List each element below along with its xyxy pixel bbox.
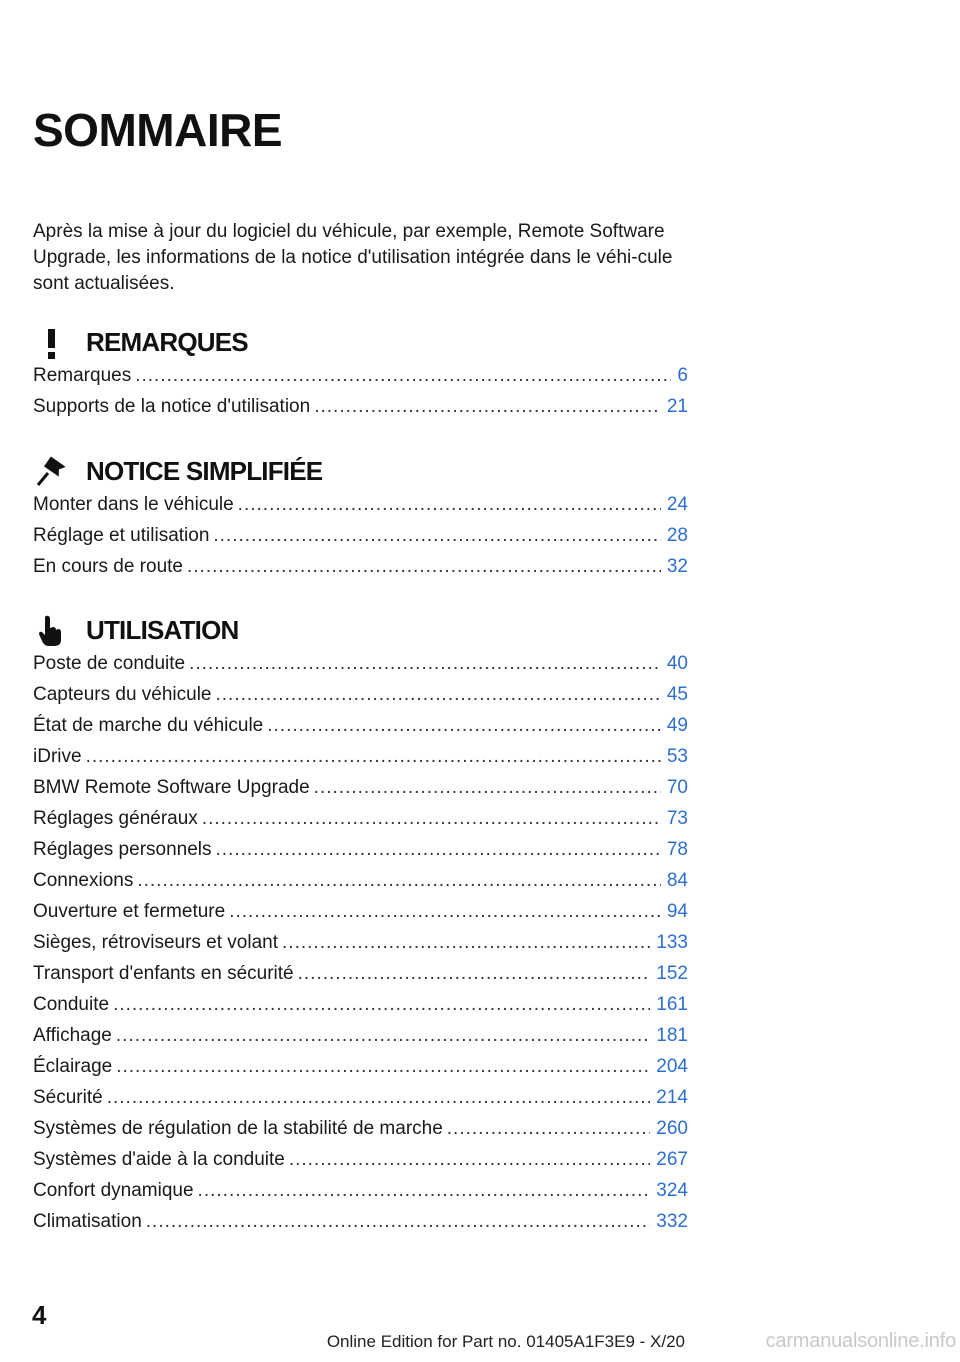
toc-entry-page-link[interactable]: 161 <box>656 994 688 1015</box>
toc-entry-page-link[interactable]: 28 <box>666 525 688 546</box>
toc-entry[interactable] <box>33 963 688 994</box>
toc-dot-leader <box>282 932 650 954</box>
toc-entry-label: Éclairage <box>33 1056 113 1077</box>
toc-entry[interactable] <box>33 1149 688 1180</box>
toc-entry[interactable] <box>33 396 688 427</box>
toc-entry-label: Affichage <box>33 1025 112 1046</box>
section-title: UTILISATION <box>86 615 239 645</box>
toc-entry[interactable] <box>33 1087 688 1118</box>
toc-dot-leader <box>314 396 661 418</box>
toc-entry[interactable] <box>33 932 688 963</box>
toc-entry[interactable] <box>33 365 688 396</box>
toc-entry-page-link[interactable]: 70 <box>666 777 688 798</box>
pointing-hand-icon <box>33 613 69 649</box>
pin-icon <box>33 454 69 490</box>
toc-dot-leader <box>116 1025 650 1047</box>
toc-dot-leader <box>447 1118 651 1140</box>
toc-entry[interactable] <box>33 808 688 839</box>
toc-entry[interactable] <box>33 1056 688 1087</box>
toc-entry-label: Sécurité <box>33 1087 103 1108</box>
toc-entry-label: Systèmes de régulation de la stabilité de marche <box>33 1118 443 1139</box>
toc-entry-label: BMW Remote Software Upgrade <box>33 777 310 798</box>
toc-entry-page-link[interactable]: 78 <box>666 839 688 860</box>
toc-dot-leader <box>202 808 661 830</box>
toc-entry-page-link[interactable]: 73 <box>666 808 688 829</box>
toc-entry[interactable] <box>33 556 688 587</box>
toc-entry-page-link[interactable]: 260 <box>656 1118 688 1139</box>
toc-entry[interactable] <box>33 653 688 684</box>
toc-entry[interactable] <box>33 684 688 715</box>
toc-entry-page-link[interactable]: 152 <box>656 963 688 984</box>
toc-entry-page-link[interactable]: 332 <box>656 1211 688 1232</box>
toc-entry-label: Capteurs du véhicule <box>33 684 212 705</box>
exclamation-icon <box>33 325 69 361</box>
watermark: carmanualsonline.info <box>765 1330 956 1352</box>
toc-dot-leader <box>187 556 661 578</box>
toc-entry[interactable] <box>33 870 688 901</box>
toc-entry-label: Poste de conduite <box>33 653 186 674</box>
toc-dot-leader <box>229 901 661 923</box>
toc-entry-page-link[interactable]: 214 <box>656 1087 688 1108</box>
section-notice-simplifiee <box>33 454 688 587</box>
toc-entry-page-link[interactable]: 45 <box>666 684 688 705</box>
toc-dot-leader <box>216 839 661 861</box>
toc-entry[interactable] <box>33 777 688 808</box>
toc-entry-label: Réglages généraux <box>33 808 198 829</box>
toc-entry-label: Remarques <box>33 365 132 386</box>
toc-dot-leader <box>135 365 671 387</box>
section-header <box>33 454 688 494</box>
toc-entry-label: iDrive <box>33 746 82 767</box>
toc-entry-label: Connexions <box>33 870 134 891</box>
toc-entry[interactable] <box>33 901 688 932</box>
intro-paragraph: Après la mise à jour du logiciel du véhicule, par exemple, Remote Software Upgrade, les informations de la notice d'utilisation intégrée dans le véhi-cule sont actualisées. <box>33 221 673 294</box>
toc-entry-label: État de marche du véhicule <box>33 715 264 736</box>
toc-entry-page-link[interactable]: 84 <box>666 870 688 891</box>
toc-entry-page-link[interactable]: 24 <box>666 494 688 515</box>
toc-dot-leader <box>216 684 661 706</box>
toc-list <box>33 494 688 587</box>
toc-entry[interactable] <box>33 715 688 746</box>
page-number: 4 <box>32 1300 47 1330</box>
toc-entry[interactable] <box>33 994 688 1025</box>
toc-entry[interactable] <box>33 1180 688 1211</box>
toc-list <box>33 653 688 1242</box>
toc-dot-leader <box>137 870 661 892</box>
section-remarques <box>33 325 688 427</box>
toc-entry[interactable] <box>33 525 688 556</box>
section-title: NOTICE SIMPLIFIÉE <box>86 456 323 486</box>
toc-entry-page-link[interactable]: 267 <box>656 1149 688 1170</box>
toc-dot-leader <box>213 525 660 547</box>
toc-entry-page-link[interactable]: 94 <box>666 901 688 922</box>
toc-entry[interactable] <box>33 1025 688 1056</box>
toc-entry-page-link[interactable]: 324 <box>656 1180 688 1201</box>
toc-entry-label: Supports de la notice d'utilisation <box>33 396 311 417</box>
section-header <box>33 325 688 365</box>
toc-dot-leader <box>189 653 661 675</box>
toc-entry-label: Transport d'enfants en sécurité <box>33 963 294 984</box>
toc-entry-page-link[interactable]: 21 <box>666 396 688 417</box>
toc-entry[interactable] <box>33 839 688 870</box>
toc-dot-leader <box>267 715 661 737</box>
toc-entry-label: Réglages personnels <box>33 839 212 860</box>
toc-entry-page-link[interactable]: 32 <box>666 556 688 577</box>
toc-entry-label: Sièges, rétroviseurs et volant <box>33 932 279 953</box>
page-title: SOMMAIRE <box>33 104 282 156</box>
toc-dot-leader <box>116 1056 650 1078</box>
toc-entry-label: Conduite <box>33 994 110 1015</box>
toc-entry-label: Monter dans le véhicule <box>33 494 234 515</box>
toc-entry-page-link[interactable]: 204 <box>656 1056 688 1077</box>
toc-entry-label: Climatisation <box>33 1211 142 1232</box>
toc-dot-leader <box>298 963 651 985</box>
section-utilisation <box>33 613 688 1242</box>
edition-footer: Online Edition for Part no. 01405A1F3E9 - X/20 <box>326 1332 685 1351</box>
toc-dot-leader <box>198 1180 651 1202</box>
toc-entry-label: Réglage et utilisation <box>33 525 210 546</box>
toc-entry-page-link[interactable]: 49 <box>666 715 688 736</box>
toc-dot-leader <box>238 494 661 516</box>
toc-dot-leader <box>113 994 650 1016</box>
toc-entry-label: Ouverture et fermeture <box>33 901 226 922</box>
toc-entry-page-link[interactable]: 133 <box>656 932 688 953</box>
toc-entry-page-link[interactable]: 6 <box>677 365 688 386</box>
toc-dot-leader <box>107 1087 651 1109</box>
toc-entry-label: Confort dynamique <box>33 1180 194 1201</box>
toc-dot-leader <box>86 746 661 768</box>
toc-dot-leader <box>146 1211 651 1233</box>
toc-entry[interactable] <box>33 746 688 777</box>
toc-dot-leader <box>314 777 661 799</box>
toc-entry[interactable] <box>33 1211 688 1242</box>
toc-entry-page-link[interactable]: 53 <box>666 746 688 767</box>
section-title: REMARQUES <box>86 327 248 357</box>
section-header <box>33 613 688 653</box>
toc-entry-page-link[interactable]: 181 <box>656 1025 688 1046</box>
toc-entry-label: Systèmes d'aide à la conduite <box>33 1149 285 1170</box>
toc-entry-page-link[interactable]: 40 <box>666 653 688 674</box>
toc-list <box>33 365 688 427</box>
toc-entry[interactable] <box>33 1118 688 1149</box>
toc-entry-label: En cours de route <box>33 556 183 577</box>
toc-entry[interactable] <box>33 494 688 525</box>
toc-dot-leader <box>289 1149 650 1171</box>
